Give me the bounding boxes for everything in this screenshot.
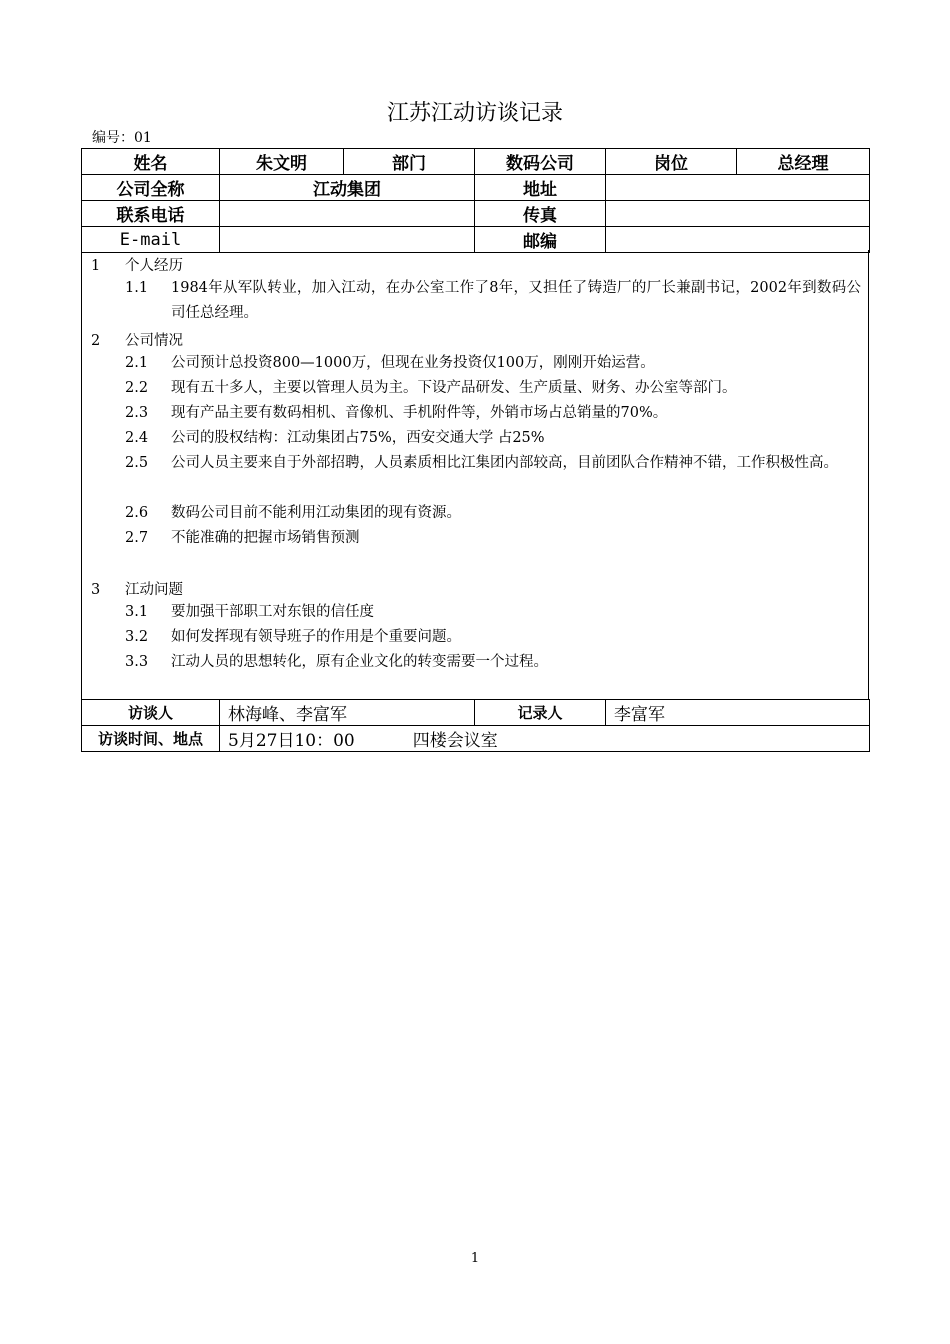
item-text: 公司预计总投资800—1000万，但现在业务投资仅100万，刚刚开始运营。	[171, 355, 655, 371]
interview-content	[81, 250, 869, 699]
phone-label: 联系电话	[82, 201, 220, 227]
footer-table	[81, 699, 870, 752]
interviewer-label: 访谈人	[82, 700, 220, 726]
item-number: 2.1	[125, 355, 149, 371]
section-title: 公司情况	[125, 333, 183, 349]
item-number: 2.5	[125, 455, 149, 471]
item-number: 2.6	[125, 505, 149, 521]
address-value	[606, 175, 870, 201]
item-number: 3.2	[125, 629, 149, 645]
item-text: 1984年从军队转业，加入江动，在办公室工作了8年，又担任了铸造厂的厂长兼副书记，2002年到数码公司任总经理。	[171, 280, 861, 321]
zip-value	[606, 227, 870, 253]
department-value: 数码公司	[475, 149, 606, 175]
position-value: 总经理	[737, 149, 870, 175]
fax-label: 传真	[475, 201, 606, 227]
recorder-label: 记录人	[475, 700, 606, 726]
table-row	[82, 726, 870, 752]
item-text: 公司人员主要来自于外部招聘，人员素质相比江集团内部较高，目前团队合作精神不错，工作积极性高。	[171, 455, 838, 471]
interview-place: 四楼会议室	[412, 731, 498, 751]
item-text: 公司的股权结构：江动集团占75%，西安交通大学 占25%	[171, 430, 545, 446]
department-label: 部门	[344, 149, 475, 175]
document-number	[92, 127, 152, 147]
item-text: 数码公司目前不能利用江动集团的现有资源。	[171, 505, 461, 521]
section-title: 江动问题	[125, 582, 183, 598]
table-row	[82, 149, 870, 175]
interview-time: 5月27日10：00	[228, 731, 355, 751]
table-row	[82, 175, 870, 201]
item-number: 1.1	[125, 280, 149, 296]
position-label: 岗位	[606, 149, 737, 175]
section-number: 3	[91, 582, 101, 598]
section-number: 1	[91, 258, 101, 274]
name-label: 姓名	[82, 149, 220, 175]
company-label: 公司全称	[82, 175, 220, 201]
company-value: 江动集团	[220, 175, 475, 201]
zip-label: 邮编	[475, 227, 606, 253]
time-place-label: 访谈时间、地点	[82, 726, 220, 752]
item-text: 不能准确的把握市场销售预测	[171, 530, 360, 546]
email-value	[220, 227, 475, 253]
info-table	[81, 148, 870, 253]
item-text: 现有五十多人，主要以管理人员为主。下设产品研发、生产质量、财务、办公室等部门。	[171, 380, 737, 396]
email-label: E-mail	[82, 227, 220, 253]
page-title: 江苏江动访谈记录	[386, 101, 563, 126]
document-number-value: 01	[134, 130, 152, 146]
item-number: 3.3	[125, 654, 149, 670]
item-text: 如何发挥现有领导班子的作用是个重要问题。	[171, 629, 461, 645]
item-text: 现有产品主要有数码相机、音像机、手机附件等，外销市场占总销量的70%。	[171, 405, 668, 421]
section-heading	[91, 329, 183, 350]
item-text: 要加强干部职工对东银的信任度	[171, 604, 374, 620]
document-number-label: 编号：	[92, 130, 134, 146]
item-number: 2.2	[125, 380, 149, 396]
list-item	[125, 625, 861, 650]
table-row	[82, 227, 870, 253]
list-item	[125, 451, 861, 476]
section-heading	[91, 578, 183, 599]
item-number: 3.1	[125, 604, 149, 620]
table-row	[82, 700, 870, 726]
item-text: 江动人员的思想转化，原有企业文化的转变需要一个过程。	[171, 654, 548, 670]
phone-value	[220, 201, 475, 227]
name-value: 朱文明	[220, 149, 344, 175]
list-item	[125, 351, 861, 376]
list-item	[125, 276, 861, 326]
interviewer-value: 林海峰、李富军	[220, 700, 475, 726]
list-item	[125, 526, 861, 551]
list-item	[125, 426, 861, 451]
list-item	[125, 501, 861, 526]
address-label: 地址	[475, 175, 606, 201]
item-number: 2.3	[125, 405, 149, 421]
time-place-value	[220, 726, 870, 752]
section-number: 2	[91, 333, 101, 349]
list-item	[125, 600, 861, 625]
section-heading	[91, 254, 183, 275]
recorder-value: 李富军	[606, 700, 870, 726]
item-number: 2.4	[125, 430, 149, 446]
table-row	[82, 201, 870, 227]
fax-value	[606, 201, 870, 227]
item-number: 2.7	[125, 530, 149, 546]
list-item	[125, 650, 861, 675]
list-item	[125, 376, 861, 401]
list-item	[125, 401, 861, 426]
page-number: 1	[470, 1251, 480, 1266]
section-title: 个人经历	[125, 258, 183, 274]
